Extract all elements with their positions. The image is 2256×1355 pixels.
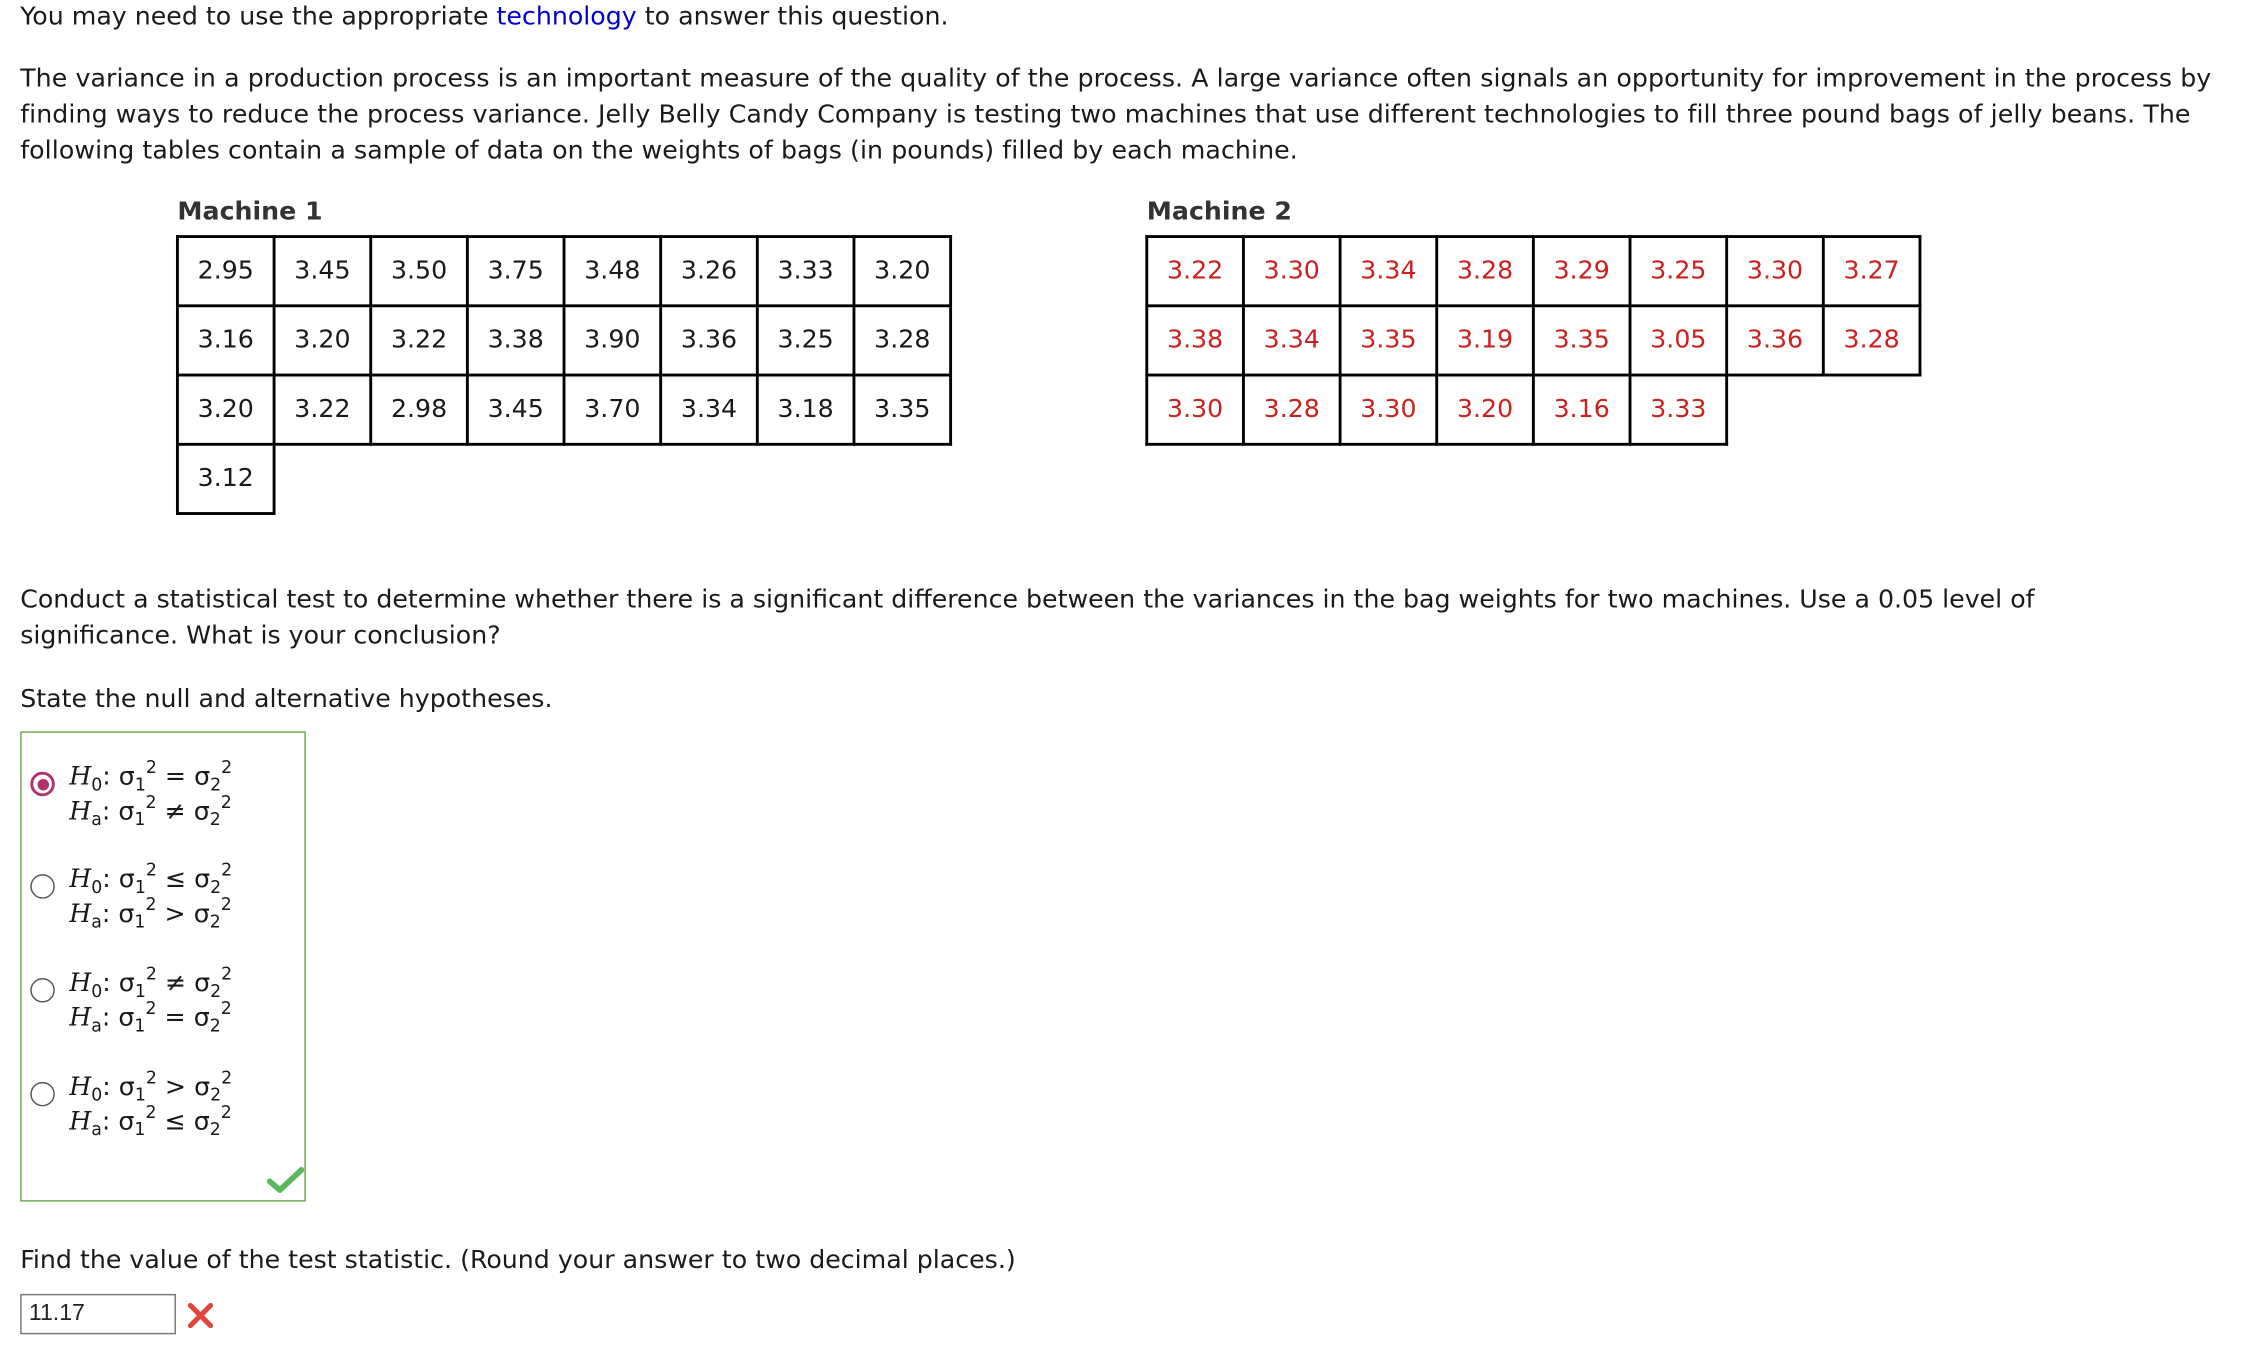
alternative-hypothesis: $H_a$: $\sigma_1^2 \le \sigma_2^2$ <box>69 1102 232 1140</box>
hypothesis-option-3[interactable] <box>30 956 297 1045</box>
instruction-suffix: to answer this question. <box>636 2 949 32</box>
machine2-row <box>1147 375 1920 444</box>
machine2-cell: 3.30 <box>1340 375 1437 444</box>
machine1-table <box>176 235 952 515</box>
machine1-cell: 3.25 <box>757 306 854 375</box>
test-statistic-input[interactable] <box>20 1294 176 1334</box>
machine1-cell: 3.16 <box>177 306 274 375</box>
machine2-cell: 3.30 <box>1243 237 1340 306</box>
problem-intro: The variance in a production process is an important measure of the quality of the process. A large variance often signals an opportunity for improvement in the process by finding ways to reduce the process variance. Jelly Belly Candy Company is testing two machines that use different technologies to fill three pound bags of jelly beans. The following tables contain a sample of data on the weights of bags (in pounds) filled by each machine. <box>20 64 2212 166</box>
machine1-cell: 3.20 <box>177 375 274 444</box>
machine1-cell: 3.33 <box>757 237 854 306</box>
radio-button[interactable] <box>30 772 55 797</box>
null-hypothesis: $H_0$: $\sigma_1^2 \ne \sigma_2^2$ <box>69 963 233 1002</box>
null-hypothesis: $H_0$: $\sigma_1^2 \le \sigma_2^2$ <box>69 859 233 898</box>
machine2-row <box>1147 237 1920 306</box>
machine1-cell: 3.18 <box>757 375 854 444</box>
machine1-row <box>177 237 950 306</box>
machine1-cell: 3.26 <box>661 237 758 306</box>
hypotheses-prompt: State the null and alternative hypotheses. <box>20 685 553 715</box>
h0-operator: ≠ <box>164 969 187 999</box>
machine2-cell: 3.22 <box>1147 237 1244 306</box>
machine1-empty-cell <box>274 444 371 513</box>
machine1-empty-cell <box>371 444 468 513</box>
machine2-table <box>1145 235 1921 446</box>
machine2-row <box>1147 306 1920 375</box>
machine1-row <box>177 375 950 444</box>
machine1-cell: 3.45 <box>467 375 564 444</box>
ha-operator: = <box>164 1003 186 1033</box>
machine1-cell: 3.36 <box>661 306 758 375</box>
machine1-label: Machine 1 <box>177 197 323 227</box>
machine1-cell: 3.28 <box>854 306 951 375</box>
machine1-row <box>177 306 950 375</box>
instruction-line <box>20 0 2241 36</box>
ha-operator: ≠ <box>164 797 186 827</box>
hypothesis-option-2[interactable] <box>30 853 297 942</box>
machine2-cell: 3.28 <box>1437 237 1534 306</box>
machine1-cell: 3.75 <box>467 237 564 306</box>
machine2-cell: 3.36 <box>1727 306 1824 375</box>
instruction-prefix: You may need to use the appropriate <box>20 2 497 32</box>
machine1-cell: 3.35 <box>854 375 951 444</box>
alternative-hypothesis: $H_a$: $\sigma_1^2 > \sigma_2^2$ <box>69 894 232 932</box>
machine2-cell: 3.27 <box>1823 237 1920 306</box>
machine2-label: Machine 2 <box>1146 197 1292 227</box>
h0-operator: = <box>164 763 187 792</box>
x-mark-icon <box>186 1301 215 1330</box>
machine2-cell: 3.35 <box>1533 306 1630 375</box>
h0-operator: > <box>164 1073 187 1103</box>
hypotheses-answer-box <box>20 731 306 1201</box>
machine2-cell: 3.30 <box>1727 237 1824 306</box>
machine2-empty-cell <box>1823 375 1920 444</box>
h0-operator: ≤ <box>164 865 187 895</box>
machine2-cell: 3.29 <box>1533 237 1630 306</box>
machine2-cell: 3.34 <box>1340 237 1437 306</box>
machine1-cell: 2.95 <box>177 237 274 306</box>
machine2-cell: 3.20 <box>1437 375 1534 444</box>
machine2-cell: 3.19 <box>1437 306 1534 375</box>
ha-operator: > <box>164 900 186 929</box>
machine1-empty-cell <box>564 444 661 513</box>
machine1-cell: 3.34 <box>661 375 758 444</box>
hypothesis-option-4[interactable] <box>30 1060 297 1149</box>
ha-operator: ≤ <box>164 1107 186 1137</box>
machine2-cell: 3.25 <box>1630 237 1727 306</box>
machine2-empty-cell <box>1727 375 1824 444</box>
machine1-cell: 2.98 <box>371 375 468 444</box>
machine1-cell: 3.50 <box>371 237 468 306</box>
machine1-row <box>177 444 950 513</box>
machine1-empty-cell <box>854 444 951 513</box>
machine2-cell: 3.38 <box>1147 306 1244 375</box>
machine2-cell: 3.28 <box>1823 306 1920 375</box>
machine1-cell: 3.38 <box>467 306 564 375</box>
machine1-cell: 3.70 <box>564 375 661 444</box>
machine1-cell: 3.22 <box>371 306 468 375</box>
radio-button[interactable] <box>30 978 55 1003</box>
machine2-cell: 3.05 <box>1630 306 1727 375</box>
radio-button[interactable] <box>30 874 55 899</box>
question-text: Conduct a statistical test to determine whether there is a significant difference between the variances in the bag weights for two machines. Use a 0.05 level of significance. What is your conclusion? <box>20 585 2035 651</box>
machine1-cell: 3.48 <box>564 237 661 306</box>
null-hypothesis: $H_0$: $\sigma_1^2 > \sigma_2^2$ <box>69 1067 233 1105</box>
machine2-cell: 3.30 <box>1147 375 1244 444</box>
machine1-cell: 3.12 <box>177 444 274 513</box>
machine1-cell: 3.45 <box>274 237 371 306</box>
machine1-empty-cell <box>661 444 758 513</box>
machine1-cell: 3.20 <box>274 306 371 375</box>
null-hypothesis: $H_0$: $\sigma_1^2 = \sigma_2^2$ <box>69 757 233 795</box>
machine1-cell: 3.20 <box>854 237 951 306</box>
alternative-hypothesis: $H_a$: $\sigma_1^2 \ne \sigma_2^2$ <box>69 791 232 830</box>
technology-link[interactable]: technology <box>496 2 637 32</box>
machine1-cell: 3.90 <box>564 306 661 375</box>
machine2-cell: 3.16 <box>1533 375 1630 444</box>
machine2-cell: 3.34 <box>1243 306 1340 375</box>
machine2-cell: 3.33 <box>1630 375 1727 444</box>
radio-button[interactable] <box>30 1082 55 1107</box>
machine1-empty-cell <box>757 444 854 513</box>
machine1-cell: 3.22 <box>274 375 371 444</box>
alternative-hypothesis: $H_a$: $\sigma_1^2 = \sigma_2^2$ <box>69 998 232 1036</box>
hypothesis-option-1[interactable] <box>30 750 297 839</box>
machine2-cell: 3.28 <box>1243 375 1340 444</box>
test-statistic-prompt: Find the value of the test statistic. (Round your answer to two decimal places.) <box>20 1246 1016 1276</box>
machine1-empty-cell <box>467 444 564 513</box>
machine2-cell: 3.35 <box>1340 306 1437 375</box>
check-icon <box>267 1166 305 1195</box>
